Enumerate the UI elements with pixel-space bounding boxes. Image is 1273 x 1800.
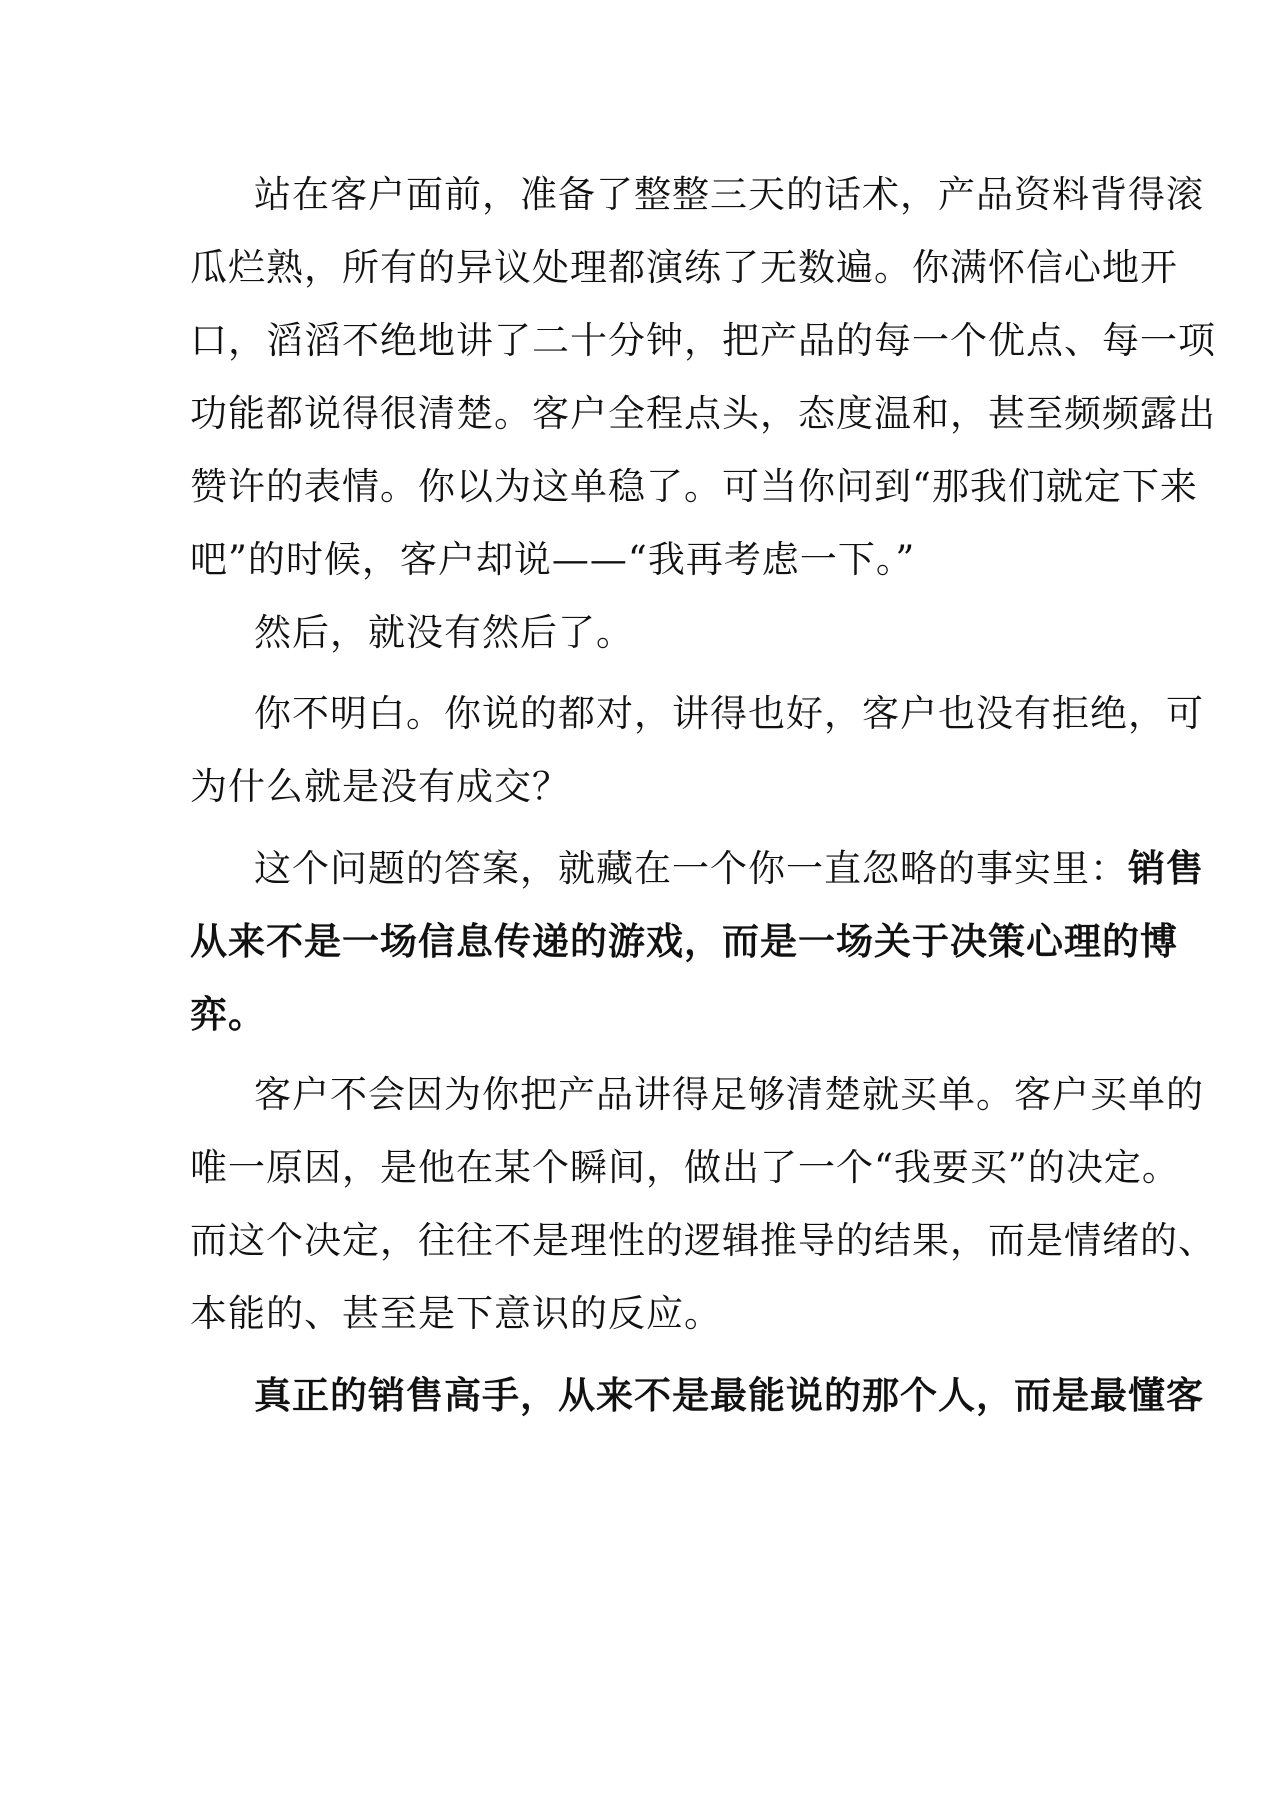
paragraph-1-line-5: 赞许的表情。你以为这单稳了。可当你问到“那我们就定下来: [190, 465, 1198, 508]
paragraph-4-text: 这个问题的答案，就藏在一个你一直忽略的事实里：: [254, 847, 1128, 890]
paragraph-4-line-3: 弈。: [190, 992, 266, 1036]
paragraph-4-line-2: 从来不是一场信息传递的游戏，而是一场关于决策心理的博: [190, 919, 1178, 963]
paragraph-5-line-4: 本能的、甚至是下意识的反应。: [190, 1292, 722, 1335]
paragraph-1-line-3: 口，滔滔不绝地讲了二十分钟，把产品的每一个优点、每一项: [190, 319, 1216, 362]
paragraph-4-bold-start: 销售: [1128, 846, 1204, 890]
paragraph-5-line-2: 唯一原因，是他在某个瞬间，做出了一个“我要买”的决定。: [190, 1146, 1180, 1189]
paragraph-1-line-2: 瓜烂熟，所有的异议处理都演练了无数遍。你满怀信心地开: [190, 246, 1178, 289]
paragraph-4-line-1: [254, 826, 1204, 910]
paragraph-1-line-4: 功能都说得很清楚。客户全程点头，态度温和，甚至频频露出: [190, 392, 1216, 435]
paragraph-5-line-1: 客户不会因为你把产品讲得足够清楚就买单。客户买单的: [254, 1073, 1204, 1116]
paragraph-6-line-1: 真正的销售高手，从来不是最能说的那个人，而是最懂客: [254, 1373, 1204, 1417]
paragraph-3-line-1: 你不明白。你说的都对，讲得也好，客户也没有拒绝，可: [254, 692, 1204, 735]
paragraph-3-line-2: 为什么就是没有成交？: [190, 765, 570, 808]
paragraph-1-line-1: 站在客户面前，准备了整整三天的话术，产品资料背得滚: [254, 173, 1204, 216]
paragraph-5-line-3: 而这个决定，往往不是理性的逻辑推导的结果，而是情绪的、: [190, 1219, 1216, 1262]
paragraph-2-line-1: 然后，就没有然后了。: [254, 611, 634, 654]
paragraph-1-line-6: 吧”的时候，客户却说——“我再考虑一下。”: [190, 538, 916, 581]
